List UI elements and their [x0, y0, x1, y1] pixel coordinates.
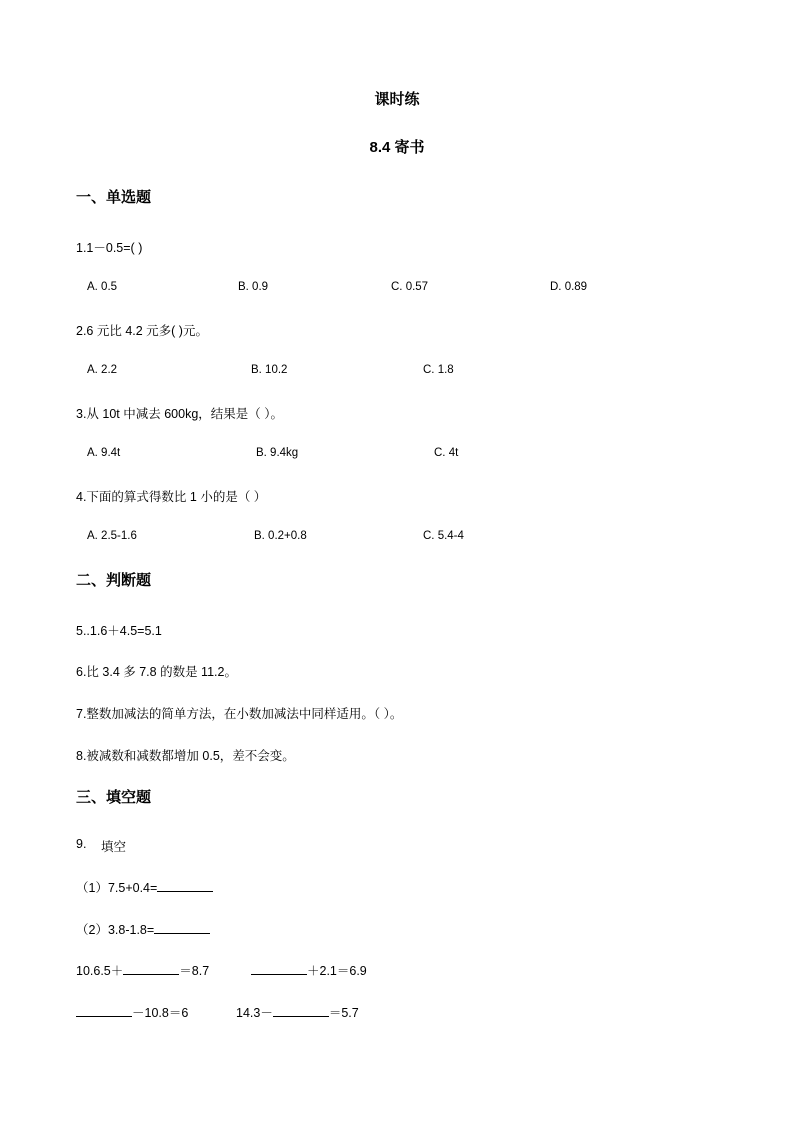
answer-blank[interactable]: [123, 962, 179, 975]
question-3-option-a: A. 9.4t: [87, 447, 121, 459]
question-10-item-2-suffix: ＋2.1＝6.9: [307, 964, 367, 978]
question-1-option-b: B. 0.9: [238, 281, 269, 293]
question-5: 5..1.6＋4.5=5.1: [76, 624, 162, 638]
question-4-option-c: C. 5.4-4: [423, 530, 464, 542]
question-8: 8.被减数和减数都增加 0.5，差不会变。: [76, 749, 295, 763]
question-10-item-4-prefix: 14.3－: [236, 1006, 273, 1020]
question-10-item-1-prefix: 10.6.5＋: [76, 964, 124, 978]
question-9-part-2: [76, 920, 210, 938]
answer-blank[interactable]: [251, 962, 307, 975]
question-3-stem: 3.从 10t 中减去 600kg，结果是（ ）。: [76, 407, 284, 421]
question-4-option-b: B. 0.2+0.8: [254, 530, 307, 542]
question-3-option-c: C. 4t: [434, 447, 459, 459]
question-3-option-b: B. 9.4kg: [256, 447, 299, 459]
question-10-item-4: [236, 1003, 359, 1021]
question-4-option-a: A. 2.5-1.6: [87, 530, 137, 542]
page-subtitle: 8.4 寄书: [369, 139, 425, 156]
answer-blank[interactable]: [157, 879, 213, 892]
question-10-item-3-suffix: －10.8＝6: [132, 1006, 189, 1020]
question-7: 7.整数加减法的简单方法，在小数加减法中同样适用。（ ）。: [76, 707, 403, 721]
question-9-title: 填空: [101, 840, 127, 854]
question-10-item-1-suffix: ＝8.7: [179, 964, 210, 978]
answer-blank[interactable]: [154, 921, 210, 934]
question-6: 6.比 3.4 多 7.8 的数是 11.2。: [76, 665, 237, 679]
question-10-item-1: [76, 961, 209, 979]
question-9-label: 9.: [76, 837, 87, 851]
question-2-option-a: A. 2.2: [87, 364, 118, 376]
section-heading-fill-blank: 三、填空题: [76, 789, 152, 806]
question-1-stem: 1.1－0.5=( ): [76, 241, 143, 255]
question-10-item-4-suffix: ＝5.7: [328, 1006, 359, 1020]
section-heading-single-choice: 一、单选题: [76, 189, 152, 206]
question-1-option-d: D. 0.89: [550, 281, 588, 293]
question-1-option-c: C. 0.57: [391, 281, 429, 293]
question-10-item-3: [76, 1003, 188, 1021]
answer-blank[interactable]: [76, 1004, 132, 1017]
question-2-option-c: C. 1.8: [423, 364, 454, 376]
question-9-part-2-text: （2）3.8-1.8=: [76, 923, 155, 937]
page-title: 课时练: [374, 91, 420, 108]
answer-blank[interactable]: [273, 1004, 329, 1017]
question-4-stem: 4.下面的算式得数比 1 小的是（ ）: [76, 490, 267, 504]
question-9-part-1-text: （1）7.5+0.4=: [76, 881, 158, 895]
question-1-option-a: A. 0.5: [87, 281, 118, 293]
question-10-item-2: [251, 961, 367, 979]
question-9-part-1: [76, 878, 213, 896]
section-heading-true-false: 二、判断题: [76, 572, 152, 589]
question-2-stem: 2.6 元比 4.2 元多( )元。: [76, 324, 208, 338]
question-2-option-b: B. 10.2: [251, 364, 288, 376]
